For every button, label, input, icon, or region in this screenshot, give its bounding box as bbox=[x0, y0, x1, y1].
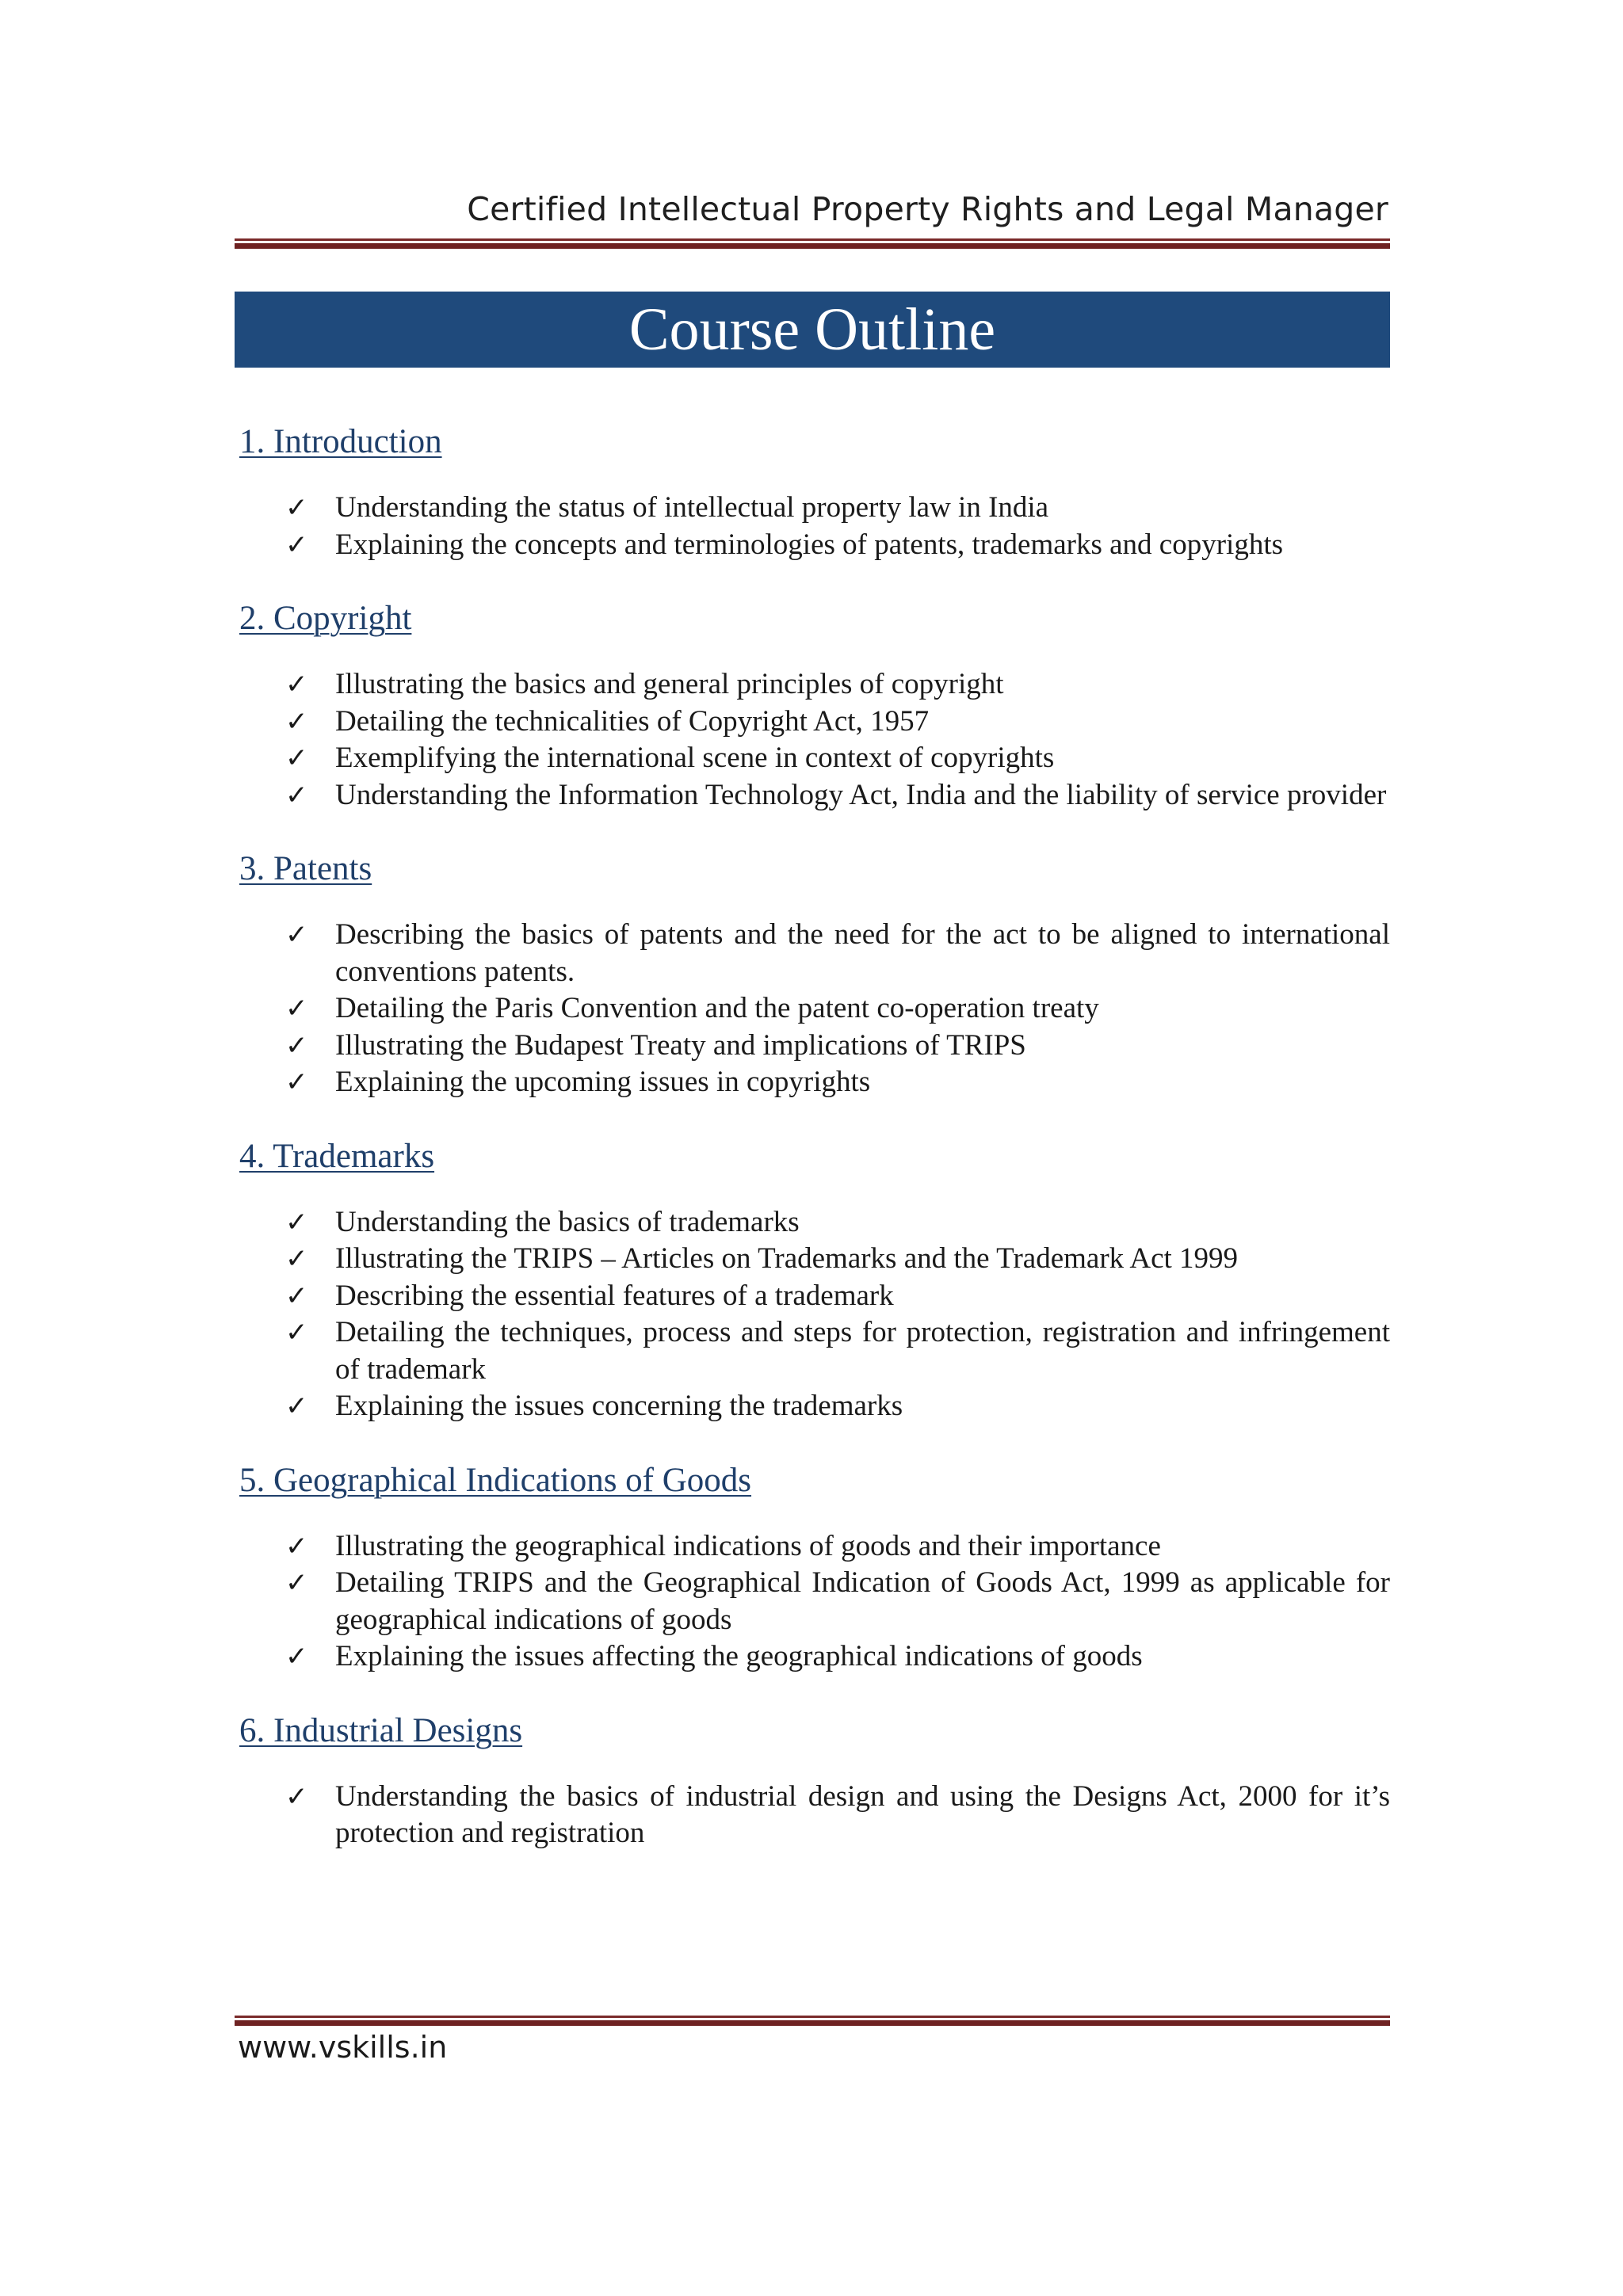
list-item-text: Explaining the concepts and terminologies of patents, trademarks and copyrights bbox=[335, 528, 1284, 561]
list-item-text: Illustrating the geographical indications of goods and their importance bbox=[335, 1529, 1161, 1562]
checkmark-icon: ✓ bbox=[285, 1280, 308, 1312]
checkmark-icon: ✓ bbox=[285, 1390, 308, 1422]
list-item-text: Explaining the issues affecting the geographical indications of goods bbox=[335, 1640, 1143, 1672]
list-item-text: Understanding the basics of trademarks bbox=[335, 1205, 800, 1238]
checkmark-icon: ✓ bbox=[285, 1066, 308, 1098]
checkmark-icon: ✓ bbox=[285, 1243, 308, 1275]
checkmark-icon: ✓ bbox=[285, 492, 308, 524]
outline-section bbox=[239, 845, 1390, 1101]
list-item-text: Detailing TRIPS and the Geographical Indication of Goods Act, 1999 as applicable for geographical indications of goods bbox=[335, 1566, 1390, 1636]
checkmark-icon: ✓ bbox=[285, 669, 308, 700]
checkmark-icon: ✓ bbox=[285, 528, 308, 561]
checkmark-icon: ✓ bbox=[285, 1206, 308, 1238]
section-item-list bbox=[239, 1204, 1390, 1425]
list-item bbox=[239, 917, 1390, 990]
list-item bbox=[239, 777, 1390, 814]
checkmark-icon: ✓ bbox=[285, 1029, 308, 1062]
list-item-text: Understanding the basics of industrial design and using the Designs Act, 2000 for it’s protection and registration bbox=[335, 1779, 1390, 1849]
footer-website-url: www.vskills.in bbox=[238, 2030, 448, 2065]
checkmark-icon: ✓ bbox=[285, 919, 308, 951]
outline-section bbox=[239, 1133, 1390, 1425]
list-item-text: Illustrating the TRIPS – Articles on Trademarks and the Trademark Act 1999 bbox=[335, 1242, 1239, 1275]
section-item-list bbox=[239, 666, 1390, 814]
list-item bbox=[239, 1779, 1390, 1852]
section-item-list bbox=[239, 490, 1390, 563]
list-item bbox=[239, 1388, 1390, 1425]
footer-divider bbox=[235, 2016, 1390, 2026]
page-header-title: Certified Intellectual Property Rights and Legal Manager bbox=[467, 190, 1388, 228]
list-item bbox=[239, 1241, 1390, 1278]
list-item-text: Illustrating the Budapest Treaty and implications of TRIPS bbox=[335, 1028, 1026, 1062]
checkmark-icon: ✓ bbox=[285, 993, 308, 1024]
list-item-text: Describing the essential features of a trademark bbox=[335, 1279, 894, 1312]
outline-section bbox=[239, 595, 1390, 814]
list-item bbox=[239, 1565, 1390, 1638]
list-item-text: Explaining the issues concerning the trademarks bbox=[335, 1390, 903, 1422]
section-heading: 2. Copyright bbox=[239, 600, 412, 637]
list-item bbox=[239, 490, 1390, 527]
checkmark-icon: ✓ bbox=[285, 1567, 308, 1599]
list-item bbox=[239, 990, 1390, 1028]
section-item-list bbox=[239, 1779, 1390, 1852]
list-item bbox=[239, 527, 1390, 564]
list-item-text: Understanding the status of intellectual property law in India bbox=[335, 491, 1049, 524]
header-divider bbox=[235, 238, 1390, 249]
list-item bbox=[239, 704, 1390, 741]
section-heading: 6. Industrial Designs bbox=[239, 1711, 523, 1749]
outline-section bbox=[239, 1707, 1390, 1852]
checkmark-icon: ✓ bbox=[285, 1530, 308, 1562]
checkmark-icon: ✓ bbox=[285, 1780, 308, 1813]
list-item bbox=[239, 1278, 1390, 1315]
list-item-text: Explaining the upcoming issues in copyrights bbox=[335, 1066, 871, 1098]
list-item bbox=[239, 1638, 1390, 1676]
list-item-text: Understanding the Information Technology Act, India and the liability of service provider bbox=[335, 778, 1387, 811]
list-item-text: Detailing the technicalities of Copyright Act, 1957 bbox=[335, 704, 930, 738]
section-item-list bbox=[239, 917, 1390, 1101]
list-item bbox=[239, 1028, 1390, 1065]
list-item bbox=[239, 1314, 1390, 1388]
list-item bbox=[239, 1204, 1390, 1241]
list-item-text: Describing the basics of patents and the need for the act to be aligned to international conventions patents. bbox=[335, 918, 1390, 988]
section-item-list bbox=[239, 1528, 1390, 1676]
banner-title: Course Outline bbox=[628, 296, 996, 363]
outline-section bbox=[239, 418, 1390, 563]
checkmark-icon: ✓ bbox=[285, 705, 308, 738]
list-item-text: Illustrating the basics and general principles of copyright bbox=[335, 668, 1004, 700]
checkmark-icon: ✓ bbox=[285, 1641, 308, 1672]
list-item bbox=[239, 1064, 1390, 1101]
section-heading: 5. Geographical Indications of Goods bbox=[239, 1461, 752, 1499]
section-heading: 3. Patents bbox=[239, 850, 372, 887]
checkmark-icon: ✓ bbox=[285, 742, 308, 774]
list-item bbox=[239, 740, 1390, 777]
checkmark-icon: ✓ bbox=[285, 1317, 308, 1348]
list-item-text: Exemplifying the international scene in context of copyrights bbox=[335, 742, 1055, 774]
course-outline-banner bbox=[235, 292, 1390, 368]
section-heading: 4. Trademarks bbox=[239, 1137, 435, 1175]
list-item-text: Detailing the techniques, process and steps for protection, registration and infringement of trademark bbox=[335, 1316, 1390, 1386]
list-item bbox=[239, 666, 1390, 704]
course-outline-content bbox=[239, 418, 1390, 1852]
checkmark-icon: ✓ bbox=[285, 779, 308, 811]
list-item-text: Detailing the Paris Convention and the patent co-operation treaty bbox=[335, 992, 1099, 1024]
section-heading: 1. Introduction bbox=[239, 423, 442, 460]
list-item bbox=[239, 1528, 1390, 1566]
outline-section bbox=[239, 1457, 1390, 1676]
